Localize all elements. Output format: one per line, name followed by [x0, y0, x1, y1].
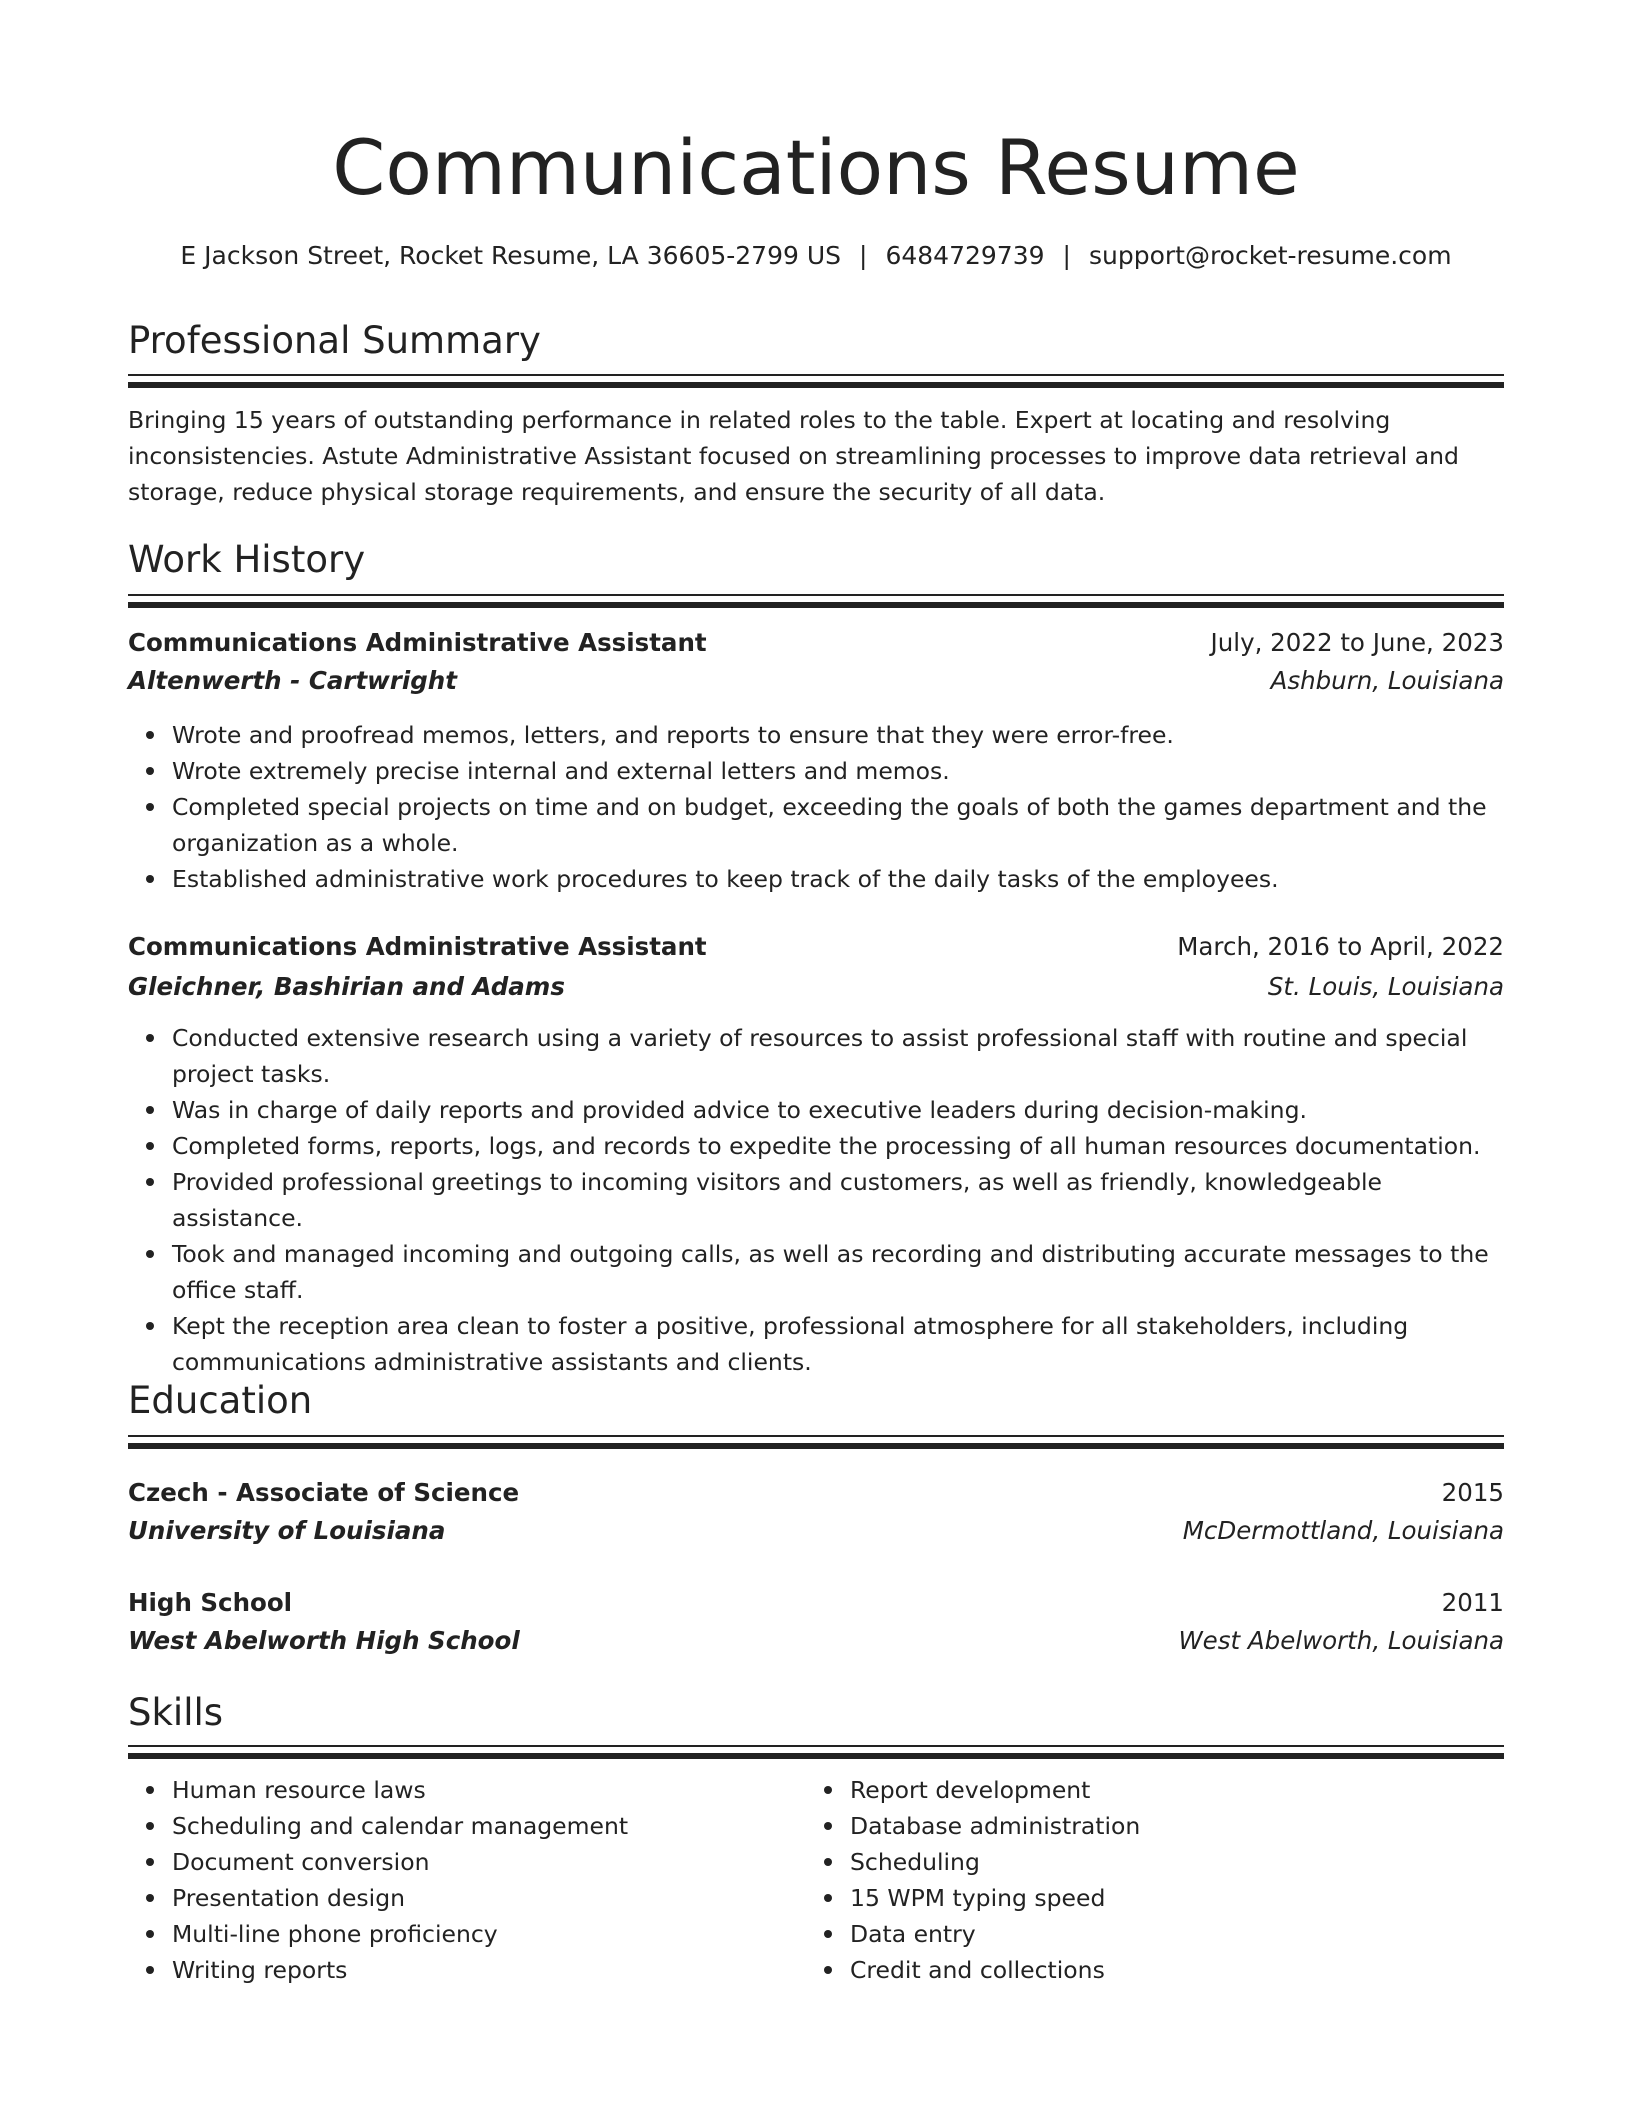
list-item: Provided professional greetings to incoming visitors and customers, as well as friendly, knowledgeable assistance.: [172, 1164, 1504, 1236]
list-item: Completed forms, reports, logs, and records to expedite the processing of all human resources documentation.: [172, 1128, 1504, 1164]
skills-list-left: [128, 1772, 768, 1988]
contact-phone: 6484729739: [885, 241, 1045, 270]
education-header-row: [128, 1584, 1504, 1622]
skills-list-right: [806, 1772, 1446, 1988]
skill-item: Report development: [850, 1772, 1446, 1808]
skill-item: Data entry: [850, 1916, 1446, 1952]
education-school: West Abelworth High School: [128, 1626, 520, 1655]
job-bullet-list: [128, 1020, 1504, 1380]
job-location: St. Louis, Louisiana: [1267, 972, 1504, 1001]
skill-item: Database administration: [850, 1808, 1446, 1844]
job-title: Communications Administrative Assistant: [128, 628, 707, 657]
education-school-row: [128, 1622, 1504, 1660]
section-divider: [128, 1435, 1504, 1449]
skill-item: Human resource laws: [172, 1772, 768, 1808]
job-location: Ashburn, Louisiana: [1270, 666, 1504, 695]
resume-title: Communications Resume: [332, 123, 1300, 212]
job-title: Communications Administrative Assistant: [128, 932, 707, 961]
section-divider: [128, 1745, 1504, 1759]
job-company-row: [128, 662, 1504, 700]
skill-item: 15 WPM typing speed: [850, 1880, 1446, 1916]
list-item: Was in charge of daily reports and provided advice to executive leaders during decision-making.: [172, 1092, 1504, 1128]
section-heading-education: Education: [128, 1379, 313, 1422]
list-item: Kept the reception area clean to foster a positive, professional atmosphere for all stakeholders, including communications administrative assistants and clients.: [172, 1308, 1504, 1380]
job-company: Gleichner, Bashirian and Adams: [128, 972, 565, 1001]
list-item: Conducted extensive research using a variety of resources to assist professional staff with routine and special project tasks.: [172, 1020, 1504, 1092]
section-heading-skills: Skills: [128, 1691, 224, 1734]
education-location: West Abelworth, Louisiana: [1178, 1626, 1504, 1655]
section-heading-work-history: Work History: [128, 538, 366, 581]
job-dates: March, 2016 to April, 2022: [1177, 932, 1504, 961]
education-header-row: [128, 1474, 1504, 1512]
education-location: McDermottland, Louisiana: [1182, 1516, 1504, 1545]
job-header-row: [128, 928, 1504, 966]
job-header-row: [128, 624, 1504, 662]
education-school-row: [128, 1512, 1504, 1550]
section-divider: [128, 594, 1504, 608]
education-year: 2015: [1441, 1478, 1504, 1507]
job-dates: July, 2022 to June, 2023: [1210, 628, 1504, 657]
list-item: Completed special projects on time and on budget, exceeding the goals of both the games department and the organization as a whole.: [172, 789, 1504, 861]
education-school: University of Louisiana: [128, 1516, 446, 1545]
list-item: Wrote and proofread memos, letters, and reports to ensure that they were error-free.: [172, 717, 1504, 753]
section-heading-summary: Professional Summary: [128, 319, 541, 362]
skill-item: Credit and collections: [850, 1952, 1446, 1988]
contact-address: E Jackson Street, Rocket Resume, LA 36605-2799 US: [180, 241, 842, 270]
section-divider: [128, 374, 1504, 388]
skill-item: Writing reports: [172, 1952, 768, 1988]
job-bullet-list: [128, 717, 1504, 897]
summary-text: Bringing 15 years of outstanding performance in related roles to the table. Expert at locating and resolving inconsistencies. Astute Administrative Assistant focused on streamlining processes to improve data retrieval and storage, reduce physical storage requirements, and ensure the security of all data.: [128, 406, 1459, 506]
skill-item: Multi-line phone proficiency: [172, 1916, 768, 1952]
skill-item: Presentation design: [172, 1880, 768, 1916]
job-company: Altenwerth - Cartwright: [128, 666, 457, 695]
education-degree: High School: [128, 1588, 293, 1617]
list-item: Wrote extremely precise internal and external letters and memos.: [172, 753, 1504, 789]
job-company-row: [128, 968, 1504, 1006]
list-item: Established administrative work procedures to keep track of the daily tasks of the employees.: [172, 861, 1504, 897]
contact-separator: |: [1062, 241, 1071, 270]
skill-item: Scheduling and calendar management: [172, 1808, 768, 1844]
contact-separator: |: [859, 241, 868, 270]
education-degree: Czech - Associate of Science: [128, 1478, 520, 1507]
contact-line: [128, 236, 1504, 276]
education-year: 2011: [1441, 1588, 1504, 1617]
skill-item: Scheduling: [850, 1844, 1446, 1880]
list-item: Took and managed incoming and outgoing calls, as well as recording and distributing accurate messages to the office staff.: [172, 1236, 1504, 1308]
skill-item: Document conversion: [172, 1844, 768, 1880]
contact-email: support@rocket-resume.com: [1088, 241, 1452, 270]
